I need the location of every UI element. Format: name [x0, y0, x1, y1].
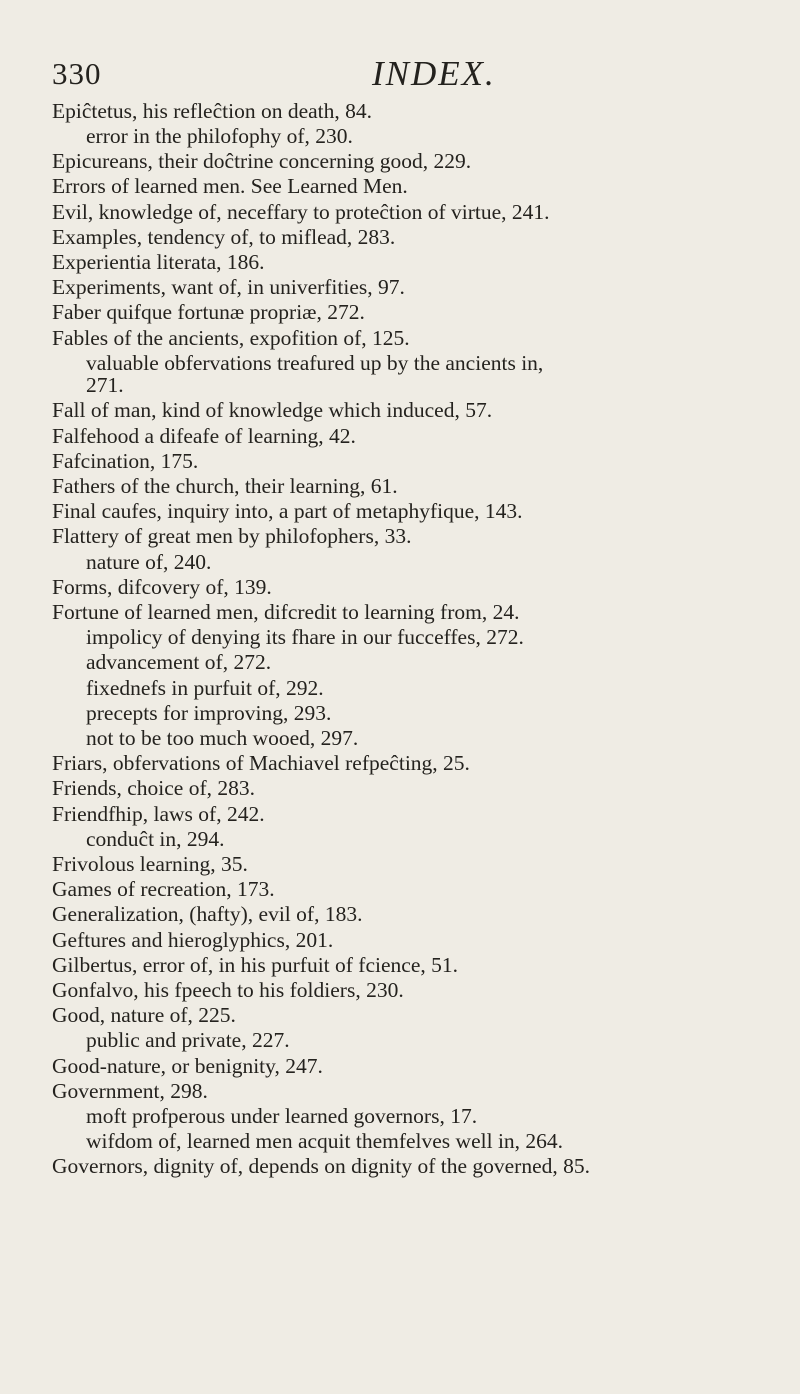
- index-subentry: advancement of, 272.: [86, 650, 272, 674]
- index-entry: Games of recreation, 173.: [52, 877, 275, 901]
- index-entry: Fathers of the church, their learning, 61.: [52, 474, 398, 498]
- index-entry: Gonfalvo, his fpeech to his foldiers, 230.: [52, 978, 404, 1002]
- index-entry: Experientia literata, 186.: [52, 250, 265, 274]
- page-number: 330: [52, 56, 102, 91]
- index-entry: Fafcination, 175.: [52, 449, 199, 473]
- running-head-title: INDEX.: [372, 54, 496, 93]
- index-subentry: wifdom of, learned men acquit themfelves well in, 264.: [86, 1129, 564, 1153]
- index-entry: Errors of learned men. See Learned Men.: [52, 174, 408, 198]
- index-entry: Friendfhip, laws of, 242.: [52, 802, 265, 826]
- index-subentry: not to be too much wooed, 297.: [86, 726, 359, 750]
- index-entry: Falfehood a difeafe of learning, 42.: [52, 424, 356, 448]
- index-entry: Geftures and hieroglyphics, 201.: [52, 928, 334, 952]
- index-entry: Experiments, want of, in univerfities, 97.: [52, 275, 405, 299]
- index-entry: Generalization, (hafty), evil of, 183.: [52, 902, 363, 926]
- index-entry: Fall of man, kind of knowledge which induced, 57.: [52, 398, 493, 422]
- index-subentry: impolicy of denying its fhare in our fucceffes, 272.: [86, 625, 524, 649]
- index-entry: Forms, difcovery of, 139.: [52, 575, 272, 599]
- index-entry: Evil, knowledge of, neceffary to proteĉtion of virtue, 241.: [52, 200, 550, 224]
- index-subentry: valuable obfervations treafured up by the ancients in,: [86, 351, 544, 375]
- index-entry: Good, nature of, 225.: [52, 1003, 236, 1027]
- index-continuation: 271.: [86, 373, 124, 397]
- index-subentry: fixednefs in purfuit of, 292.: [86, 676, 324, 700]
- index-subentry: precepts for improving, 293.: [86, 701, 332, 725]
- index-entry: Faber quifque fortunæ propriæ, 272.: [52, 300, 365, 324]
- index-entry: Frivolous learning, 35.: [52, 852, 248, 876]
- index-subentry: public and private, 227.: [86, 1028, 290, 1052]
- index-subentry: conduĉt in, 294.: [86, 827, 225, 851]
- index-entry: Fables of the ancients, expofition of, 125.: [52, 326, 410, 350]
- index-entry: Government, 298.: [52, 1079, 208, 1103]
- index-subentry: nature of, 240.: [86, 550, 212, 574]
- index-entry: Epiĉtetus, his refleĉtion on death, 84.: [52, 99, 373, 123]
- index-entry: Gilbertus, error of, in his purfuit of fcience, 51.: [52, 953, 458, 977]
- index-entry: Friars, obfervations of Machiavel refpeĉting, 25.: [52, 751, 470, 775]
- index-subentry: error in the philofophy of, 230.: [86, 124, 353, 148]
- index-subentry: moft profperous under learned governors, 17.: [86, 1104, 478, 1128]
- index-entry: Friends, choice of, 283.: [52, 776, 256, 800]
- index-entry: Flattery of great men by philofophers, 33.: [52, 524, 412, 548]
- index-entry: Epicureans, their doĉtrine concerning good, 229.: [52, 149, 472, 173]
- index-entry: Examples, tendency of, to miflead, 283.: [52, 225, 396, 249]
- index-entry: Governors, dignity of, depends on dignity of the governed, 85.: [52, 1154, 591, 1178]
- index-entry: Fortune of learned men, difcredit to learning from, 24.: [52, 600, 520, 624]
- page-header: [52, 50, 752, 92]
- index-entry: Good-nature, or benignity, 247.: [52, 1054, 323, 1078]
- index-entry: Final caufes, inquiry into, a part of metaphyfique, 143.: [52, 499, 523, 523]
